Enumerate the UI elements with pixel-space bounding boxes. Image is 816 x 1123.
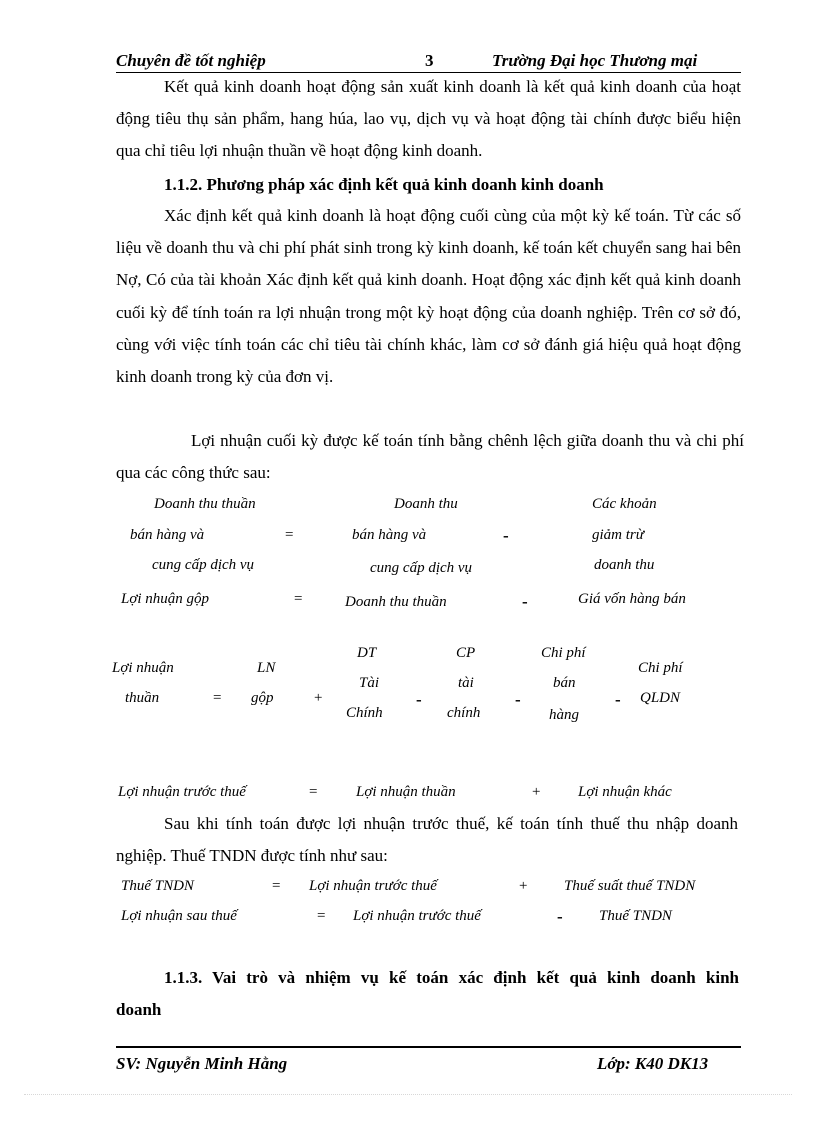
f4-term1: Lợi nhuận thuần	[356, 784, 456, 800]
f2-lhs: Lợi nhuận gộp	[121, 591, 210, 607]
f1-lhs-1: Doanh thu thuần	[154, 496, 256, 512]
paragraph-tax-intro: Sau khi tính toán được lợi nhuận trước thuế, kế toán tính thuế thu nhập doanh nghiệp. Thuế TNDN được tính như sau:	[116, 814, 738, 866]
f2-equals: =	[294, 591, 303, 607]
paragraph-method: Xác định kết quả kinh doanh là hoạt động cuối cùng của một kỳ kế toán. Từ các số liệu về doanh thu và chi phí phát sinh trong kỳ kinh doanh, kế toán kết chuyển sang hai bên Nợ, Có của tài khoản Xác định kết quả kinh doanh. Hoạt động xác định kết quả kinh doanh cuối kỳ để tính toán ra lợi nhuận trong một kỳ hoạt động của doanh nghiệp. Trên cơ sở đó, cùng với việc tính toán các chỉ tiêu tài chính khác, làm cơ sở đánh giá hiệu quả hoạt động kinh doanh trong kỳ của đơn vị.	[116, 206, 741, 387]
f3-cpbh-2: bán	[553, 675, 576, 691]
f6-minus: -	[557, 907, 563, 926]
f5-plus: +	[519, 878, 528, 894]
f3-minus-2: -	[515, 690, 521, 709]
f1-term2-1: Các khoản	[592, 496, 657, 512]
f4-lhs: Lợi nhuận trước thuế	[118, 784, 246, 800]
f3-cpbh-1: Chi phí	[541, 645, 586, 661]
f3-minus-1: -	[416, 690, 422, 709]
f5-term1: Lợi nhuận trước thuế	[309, 878, 437, 894]
f1-equals: =	[285, 527, 294, 543]
f3-ln-1: LN	[257, 660, 276, 676]
f1-term1-3: cung cấp dịch vụ	[370, 560, 473, 576]
f3-minus-3: -	[615, 690, 621, 709]
f3-ln-2: gộp	[251, 690, 274, 706]
f1-term1-1: Doanh thu	[394, 496, 458, 512]
f1-term2-2: giảm trừ	[592, 527, 644, 543]
f3-cp-1: CP	[456, 645, 476, 661]
header-left: Chuyên đề tốt nghiệp	[116, 51, 266, 70]
f1-lhs-3: cung cấp dịch vụ	[152, 557, 255, 573]
header-right: Trường Đại học Thương mại	[492, 51, 698, 70]
f1-lhs-2: bán hàng và	[130, 527, 205, 543]
f3-cp-3: chính	[447, 705, 481, 721]
f6-lhs: Lợi nhuận sau thuế	[121, 908, 237, 924]
page-number: 3	[425, 51, 434, 70]
f4-equals: =	[309, 784, 318, 800]
f3-dt-2: Tài	[359, 675, 380, 691]
footer-rule	[116, 1046, 741, 1048]
f5-lhs: Thuế TNDN	[121, 878, 194, 894]
heading-1-1-3-line2: doanh	[116, 1000, 162, 1019]
f6-term2: Thuế TNDN	[599, 908, 672, 924]
f4-term2: Lợi nhuận khác	[578, 784, 672, 800]
f3-plus: +	[314, 690, 323, 706]
f3-lhs-1: Lợi nhuận	[112, 660, 174, 676]
paragraph-result: Kết quả kinh doanh hoạt động sản xuất kinh doanh là kết quả kinh doanh của hoạt động tiêu thụ sản phẩm, hang húa, lao vụ, dịch vụ và hoạt động tài chính được biểu hiện qua chỉ tiêu lợi nhuận thuần về hoạt động kinh doanh.	[116, 77, 741, 161]
paragraph-profit-intro: Lợi nhuận cuối kỳ được kế toán tính bằng chênh lệch giữa doanh thu và chi phí qua các công thức sau:	[116, 431, 744, 483]
f6-term1: Lợi nhuận trước thuế	[353, 908, 481, 924]
page-bottom-dotted-line	[24, 1094, 792, 1095]
f3-qldn-2: QLDN	[640, 690, 681, 706]
f3-cpbh-3: hàng	[549, 707, 579, 723]
f5-term2: Thuế suất thuế TNDN	[564, 878, 696, 894]
f3-qldn-1: Chi phí	[638, 660, 683, 676]
f3-cp-2: tài	[458, 675, 474, 691]
f3-lhs-2: thuần	[125, 690, 160, 706]
f1-term1-2: bán hàng và	[352, 527, 427, 543]
footer-right: Lớp: K40 DK13	[597, 1054, 709, 1073]
f3-dt-1: DT	[357, 645, 377, 661]
f4-plus: +	[532, 784, 541, 800]
f2-term2: Giá vốn hàng bán	[578, 591, 686, 607]
f2-term1: Doanh thu thuần	[345, 594, 447, 610]
f3-equals: =	[213, 690, 222, 706]
f6-equals: =	[317, 908, 326, 924]
f1-minus: -	[503, 526, 509, 545]
heading-1-1-2: 1.1.2. Phương pháp xác định kết quả kinh doanh kinh doanh	[164, 175, 604, 194]
f3-dt-3: Chính	[346, 705, 383, 721]
heading-1-1-3-line1: 1.1.3. Vai trò và nhiệm vụ kế toán xác định kết quả kinh doanh kinh	[164, 968, 739, 987]
f5-equals: =	[272, 878, 281, 894]
f1-term2-3: doanh thu	[594, 557, 655, 573]
footer-left: SV: Nguyễn Minh Hằng	[116, 1054, 288, 1073]
f2-minus: -	[522, 592, 528, 611]
